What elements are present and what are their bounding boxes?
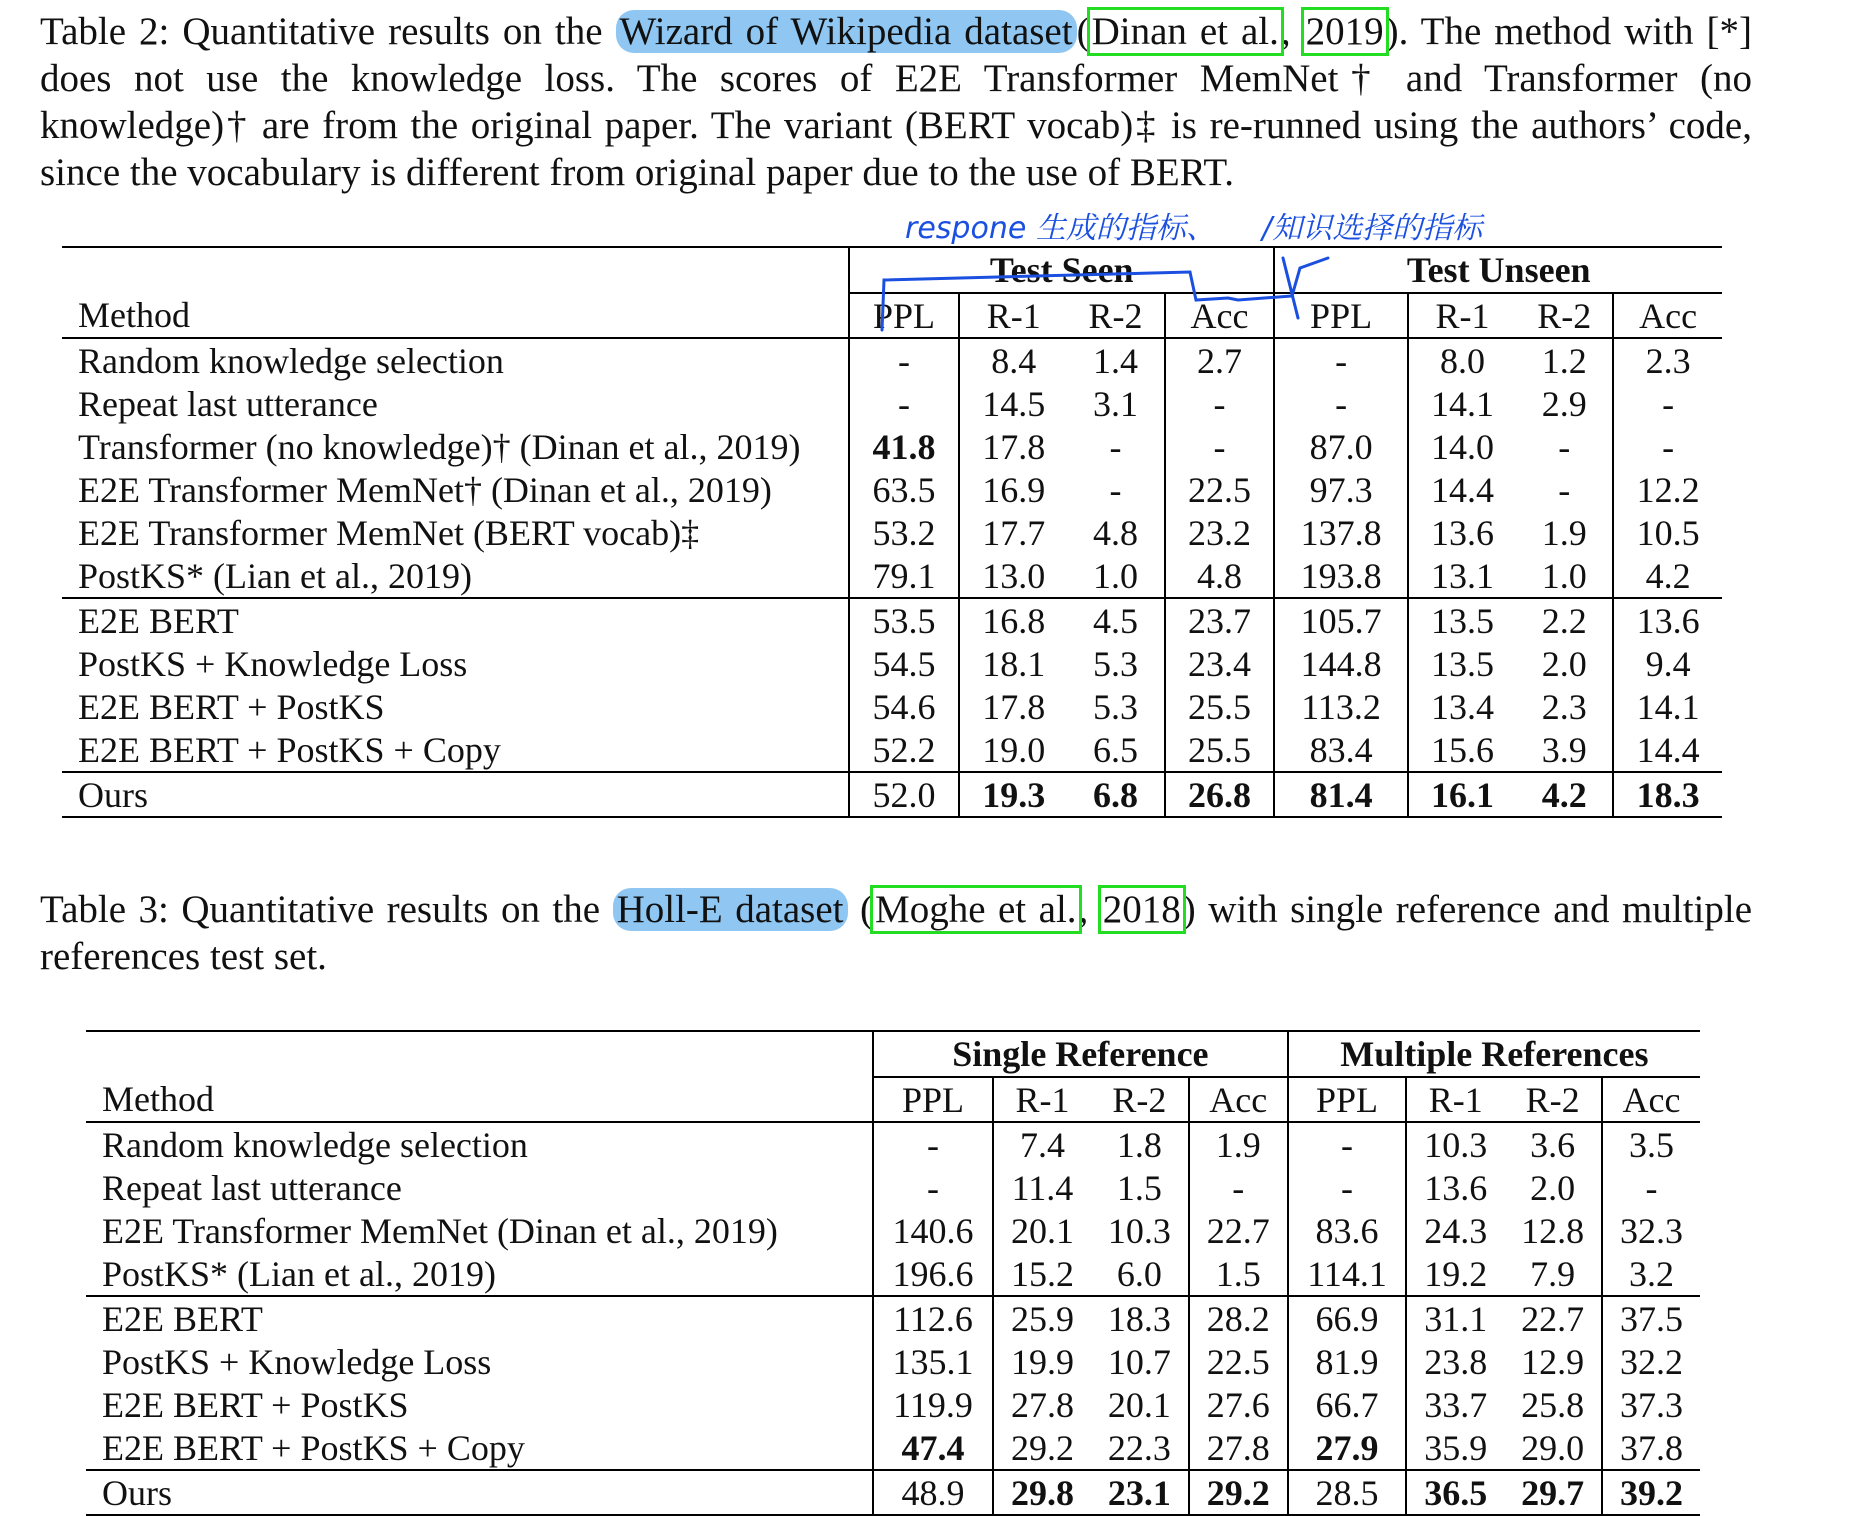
table-row [62,772,1722,817]
comma: , [1078,888,1101,931]
value-cell: - [1189,1166,1288,1209]
value-cell: 12.2 [1613,468,1722,511]
value-cell: 12.8 [1521,1210,1585,1251]
value-cell: 23.8 [1406,1340,1504,1383]
dataset-highlight: Holl-E dataset [613,888,848,931]
value-cell: 14.1 [1408,382,1517,425]
method-cell: E2E BERT [62,598,849,642]
value-cell: 2.3 [1541,686,1587,727]
method-header: Method [102,1079,214,1119]
col-header: PPL [1288,1077,1406,1122]
value-cell: 19.9 [993,1340,1091,1383]
value-cell: 37.8 [1602,1426,1700,1470]
table-row [62,685,1722,728]
value-cell: 22.3 [1107,1427,1171,1468]
value-cell: 22.5 [1189,1340,1288,1383]
value-cell: 7.9 [1530,1253,1576,1294]
value-cell: 12.9 [1521,1341,1585,1382]
value-cell: 23.2 [1165,511,1275,554]
method-cell: E2E BERT + PostKS + Copy [102,1427,525,1468]
value-cell: 1.9 [1189,1122,1288,1166]
table-row [62,728,1722,772]
value-cell: 3.1 [1093,383,1139,424]
value-cell: 4.5 [1068,598,1165,642]
value-cell: 9.4 [1613,642,1722,685]
value-cell: 66.7 [1288,1383,1406,1426]
paren: ( [860,888,874,931]
value-cell: 31.1 [1406,1296,1504,1340]
citation-year[interactable]: 2019 [1305,10,1384,53]
value-cell: - [1558,469,1571,510]
col-header: PPL [849,293,959,338]
value-cell: 37.3 [1602,1383,1700,1426]
group-header-row [62,247,1722,293]
value-cell: - [849,382,959,425]
value-cell: 13.5 [1408,598,1517,642]
value-cell: 47.4 [873,1426,993,1470]
value-cell: 1.0 [1541,555,1587,596]
comma: , [1280,10,1304,53]
annotation-response: respone 生成的指标、 [905,211,1216,246]
method-cell: PostKS* (Lian et al., 2019) [102,1253,496,1294]
value-cell: 1.4 [1068,338,1165,382]
value-cell: - [1602,1166,1700,1209]
table-row [62,338,1722,382]
value-cell: 8.0 [1408,338,1517,382]
method-cell: Transformer (no knowledge)† (Dinan et al., 2019) [78,426,801,467]
value-cell: - [1165,382,1275,425]
value-cell: 10.7 [1107,1341,1171,1382]
value-cell: 54.6 [849,685,959,728]
value-cell: 8.4 [959,338,1068,382]
group-header: Multiple References [1288,1031,1700,1077]
value-cell: 37.5 [1602,1296,1700,1340]
value-cell: 6.8 [1068,772,1165,817]
value-cell: 87.0 [1274,425,1407,468]
value-cell: - [1109,469,1122,510]
value-cell: 27.8 [1189,1426,1288,1470]
method-cell: PostKS* (Lian et al., 2019) [78,555,472,596]
value-cell: 83.6 [1288,1209,1406,1252]
value-cell: 14.0 [1408,425,1517,468]
col-header: R-2 [1525,1079,1580,1120]
col-header: Acc [1189,1077,1288,1122]
value-cell: 27.6 [1189,1383,1288,1426]
value-cell: 13.1 [1408,554,1517,598]
method-header: Method [78,295,190,335]
value-cell: 25.5 [1165,728,1275,772]
value-cell: 2.0 [1530,1167,1576,1208]
table-row [62,425,1722,468]
value-cell: 2.3 [1613,338,1722,382]
value-cell: 5.3 [1093,643,1139,684]
value-cell: 114.1 [1288,1252,1406,1296]
value-cell: 119.9 [873,1383,993,1426]
method-cell: E2E BERT [86,1296,873,1340]
group-header: Single Reference [873,1031,1288,1077]
value-cell: 3.9 [1541,729,1587,770]
value-cell: 6.5 [1093,729,1139,770]
value-cell: 1.0 [1093,555,1139,596]
value-cell: - [1274,382,1407,425]
table-row [86,1209,1700,1252]
method-cell: E2E BERT + PostKS [102,1384,409,1425]
value-cell: 16.9 [959,468,1068,511]
caption-prefix: Table 3: Quantitative results on the [40,888,601,931]
value-cell: 105.7 [1274,598,1407,642]
value-cell: 19.2 [1406,1252,1504,1296]
value-cell: 54.5 [849,642,959,685]
value-cell: 33.7 [1406,1383,1504,1426]
value-cell: 2.9 [1541,383,1587,424]
table-row [86,1296,1700,1340]
value-cell: 20.1 [1107,1384,1171,1425]
table2 [62,246,1722,818]
value-cell: 66.9 [1288,1296,1406,1340]
value-cell: 10.5 [1613,511,1722,554]
method-cell: Random knowledge selection [62,338,849,382]
table-row [62,468,1722,511]
table-row [62,382,1722,425]
value-cell: 52.0 [849,772,959,817]
citation-author[interactable]: Dinan et al. [1091,10,1279,53]
value-cell: - [873,1166,993,1209]
value-cell: 23.7 [1165,598,1275,642]
method-cell: E2E Transformer MemNet (Dinan et al., 2019) [102,1210,778,1251]
value-cell: 15.2 [993,1252,1091,1296]
value-cell: 52.2 [849,728,959,772]
value-cell: 41.8 [849,425,959,468]
value-cell: 18.3 [1613,772,1722,817]
value-cell: 36.5 [1406,1470,1504,1515]
col-header: R-1 [993,1077,1091,1122]
group-header-row [86,1031,1700,1077]
value-cell: 27.8 [993,1383,1091,1426]
value-cell: 1.5 [1116,1167,1162,1208]
value-cell: 7.4 [993,1122,1091,1166]
value-cell: 23.4 [1165,642,1275,685]
table-row [86,1166,1700,1209]
value-cell: 4.2 [1613,554,1722,598]
value-cell: 20.1 [993,1209,1091,1252]
value-cell: 196.6 [873,1252,993,1296]
value-cell: - [849,338,959,382]
value-cell: 63.5 [849,468,959,511]
table-row [86,1340,1700,1383]
value-cell: 28.2 [1189,1296,1288,1340]
value-cell: 22.5 [1165,468,1275,511]
value-cell: 32.2 [1602,1340,1700,1383]
value-cell: 81.4 [1274,772,1407,817]
value-cell: 13.0 [959,554,1068,598]
method-cell: E2E BERT + PostKS [78,686,385,727]
group-header: Test Seen [849,247,1274,293]
value-cell: 3.5 [1602,1122,1700,1166]
value-cell: 13.4 [1408,685,1517,728]
value-cell: 193.8 [1274,554,1407,598]
value-cell: 13.6 [1406,1166,1504,1209]
method-cell: Repeat last utterance [78,383,378,424]
method-cell: E2E Transformer MemNet† (Dinan et al., 2019) [78,469,772,510]
table-row [62,511,1722,554]
value-cell: - [1288,1166,1406,1209]
value-cell: 2.0 [1541,643,1587,684]
value-cell: - [1274,338,1407,382]
col-header: PPL [873,1077,993,1122]
value-cell: 53.5 [849,598,959,642]
table-row [62,642,1722,685]
value-cell: 81.9 [1288,1340,1406,1383]
value-cell: 17.7 [959,511,1068,554]
value-cell: 1.8 [1091,1122,1189,1166]
value-cell: 27.9 [1288,1426,1406,1470]
method-cell: PostKS + Knowledge Loss [102,1341,492,1382]
value-cell: 13.6 [1613,598,1722,642]
value-cell: 25.8 [1521,1384,1585,1425]
table-row [86,1383,1700,1426]
value-cell: 23.1 [1091,1470,1189,1515]
col-header: Acc [1613,293,1722,338]
value-cell: - [1613,382,1722,425]
method-cell: Ours [62,772,849,817]
value-cell: 1.2 [1516,338,1613,382]
value-cell: 22.7 [1189,1209,1288,1252]
method-cell: E2E Transformer MemNet (BERT vocab)‡ [78,512,700,553]
column-header-row [86,1077,1700,1122]
value-cell: 79.1 [849,554,959,598]
col-header: R-1 [1408,293,1517,338]
col-header: PPL [1274,293,1407,338]
value-cell: 112.6 [873,1296,993,1340]
col-header: R-1 [1406,1077,1504,1122]
value-cell: 29.8 [993,1470,1091,1515]
caption-prefix: Table 2: Quantitative results on the [40,10,603,53]
value-cell: 18.1 [959,642,1068,685]
value-cell: 13.6 [1408,511,1517,554]
value-cell: 53.2 [849,511,959,554]
value-cell: 39.2 [1602,1470,1700,1515]
value-cell: 4.8 [1093,512,1139,553]
value-cell: 2.7 [1165,338,1275,382]
value-cell: 24.3 [1406,1209,1504,1252]
value-cell: 17.8 [959,685,1068,728]
value-cell: 29.2 [1189,1470,1288,1515]
value-cell: 16.1 [1408,772,1517,817]
value-cell: 18.3 [1091,1296,1189,1340]
value-cell: - [1558,426,1571,467]
value-cell: 11.4 [993,1166,1091,1209]
value-cell: - [873,1122,993,1166]
group-header: Test Unseen [1274,247,1722,293]
value-cell: 4.2 [1516,772,1613,817]
value-cell: 1.5 [1189,1252,1288,1296]
col-header: R-2 [1088,295,1143,336]
value-cell: 137.8 [1274,511,1407,554]
value-cell: - [1109,426,1122,467]
value-cell: - [1165,425,1275,468]
value-cell: 26.8 [1165,772,1275,817]
value-cell: 144.8 [1274,642,1407,685]
value-cell: 28.5 [1288,1470,1406,1515]
value-cell: 22.7 [1504,1296,1602,1340]
value-cell: 10.3 [1107,1210,1171,1251]
value-cell: 25.9 [993,1296,1091,1340]
value-cell: 15.6 [1408,728,1517,772]
citation-author[interactable]: Moghe et al. [875,888,1077,931]
table3-caption [40,886,1752,980]
value-cell: 16.8 [959,598,1068,642]
method-cell: Random knowledge selection [86,1122,873,1166]
method-cell: E2E BERT + PostKS + Copy [78,729,501,770]
value-cell: 14.1 [1613,685,1722,728]
value-cell: 29.7 [1504,1470,1602,1515]
method-cell: PostKS + Knowledge Loss [78,643,468,684]
col-header: R-2 [1112,1079,1167,1120]
value-cell: 29.0 [1521,1427,1585,1468]
paren: ( [1076,10,1090,53]
value-cell: 2.2 [1516,598,1613,642]
value-cell: 14.4 [1613,728,1722,772]
value-cell: 10.3 [1406,1122,1504,1166]
table-row [86,1122,1700,1166]
col-header: R-1 [959,293,1068,338]
value-cell: - [1288,1122,1406,1166]
table-row [62,554,1722,598]
value-cell: 14.5 [959,382,1068,425]
caption-rest: ) with single reference and multiple references test set. [40,888,1753,978]
value-cell: 14.4 [1408,468,1517,511]
value-cell: 32.3 [1602,1209,1700,1252]
value-cell: 25.5 [1165,685,1275,728]
table2-caption [40,8,1752,196]
dataset-highlight: Wizard of Wikipedia dataset [616,10,1077,53]
table-row [86,1426,1700,1470]
value-cell: 3.2 [1602,1252,1700,1296]
value-cell: 17.8 [959,425,1068,468]
caption-rest: ). The method with [*] does not use the knowledge loss. The scores of E2E Transformer MemNet† and Transformer (no knowledge)† are from the original paper. The variant (BERT vocab)‡ is re-runned using the authors’ code, since the vocabulary is different from original paper due to the use of BERT. [40,10,1752,194]
method-cell: Repeat last utterance [102,1167,402,1208]
value-cell: 6.0 [1116,1253,1162,1294]
col-header: R-2 [1537,295,1592,336]
annotation-knowledge: /知识选择的指标 [1262,211,1483,246]
value-cell: 29.2 [993,1426,1091,1470]
value-cell: 19.3 [959,772,1068,817]
value-cell: 13.5 [1408,642,1517,685]
method-cell: Ours [86,1470,873,1515]
value-cell: 4.8 [1165,554,1275,598]
value-cell: 83.4 [1274,728,1407,772]
value-cell: 97.3 [1274,468,1407,511]
value-cell: 135.1 [873,1340,993,1383]
value-cell: 113.2 [1274,685,1407,728]
value-cell: 1.9 [1541,512,1587,553]
value-cell: 19.0 [959,728,1068,772]
citation-year[interactable]: 2018 [1102,888,1181,931]
value-cell: 35.9 [1406,1426,1504,1470]
table3 [86,1030,1700,1516]
table-row [62,598,1722,642]
value-cell: 140.6 [873,1209,993,1252]
table-row [86,1470,1700,1515]
table-row [86,1252,1700,1296]
value-cell: 48.9 [873,1470,993,1515]
value-cell: 3.6 [1504,1122,1602,1166]
col-header: Acc [1165,293,1275,338]
value-cell: - [1613,425,1722,468]
column-header-row [62,293,1722,338]
value-cell: 5.3 [1093,686,1139,727]
col-header: Acc [1602,1077,1700,1122]
